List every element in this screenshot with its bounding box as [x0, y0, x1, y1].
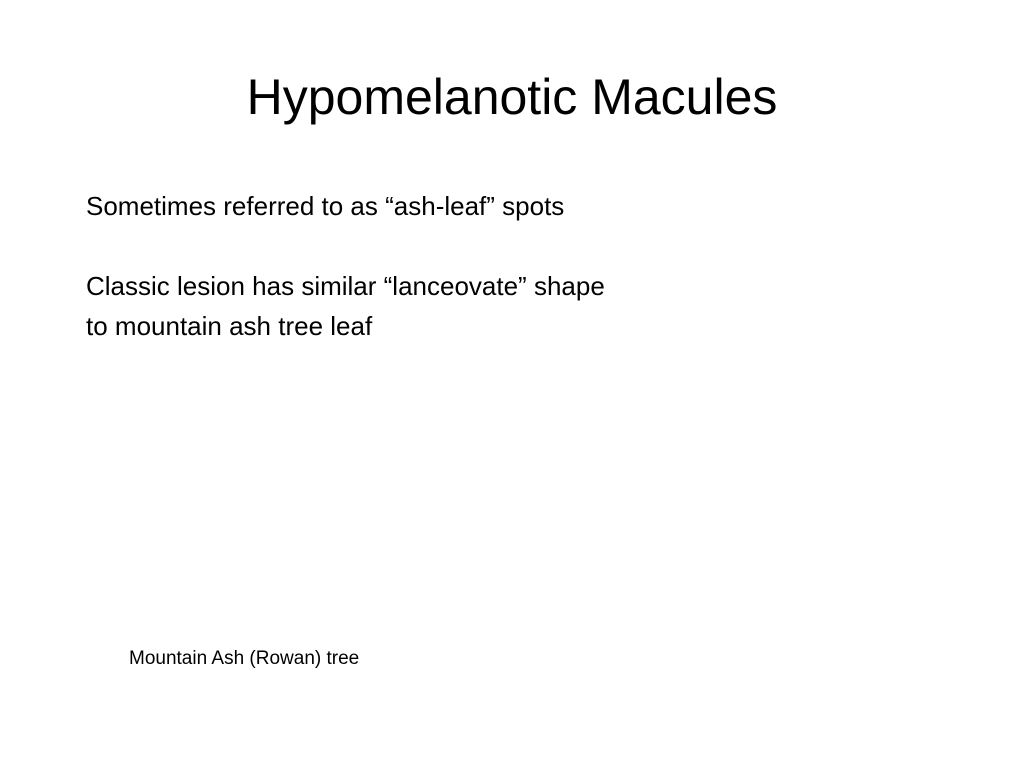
body-line: Sometimes referred to as “ash-leaf” spots [86, 191, 565, 221]
image-caption: Mountain Ash (Rowan) tree [129, 648, 360, 669]
body-line: Classic lesion has similar “lanceovate” shape [86, 271, 605, 301]
body-paragraph-ash-leaf [86, 186, 786, 226]
slide-title: Hypomelanotic Macules [246, 69, 778, 125]
body-line: to mountain ash tree leaf [86, 311, 373, 341]
slide-body [86, 186, 786, 386]
body-paragraph-lanceovate [86, 266, 786, 346]
